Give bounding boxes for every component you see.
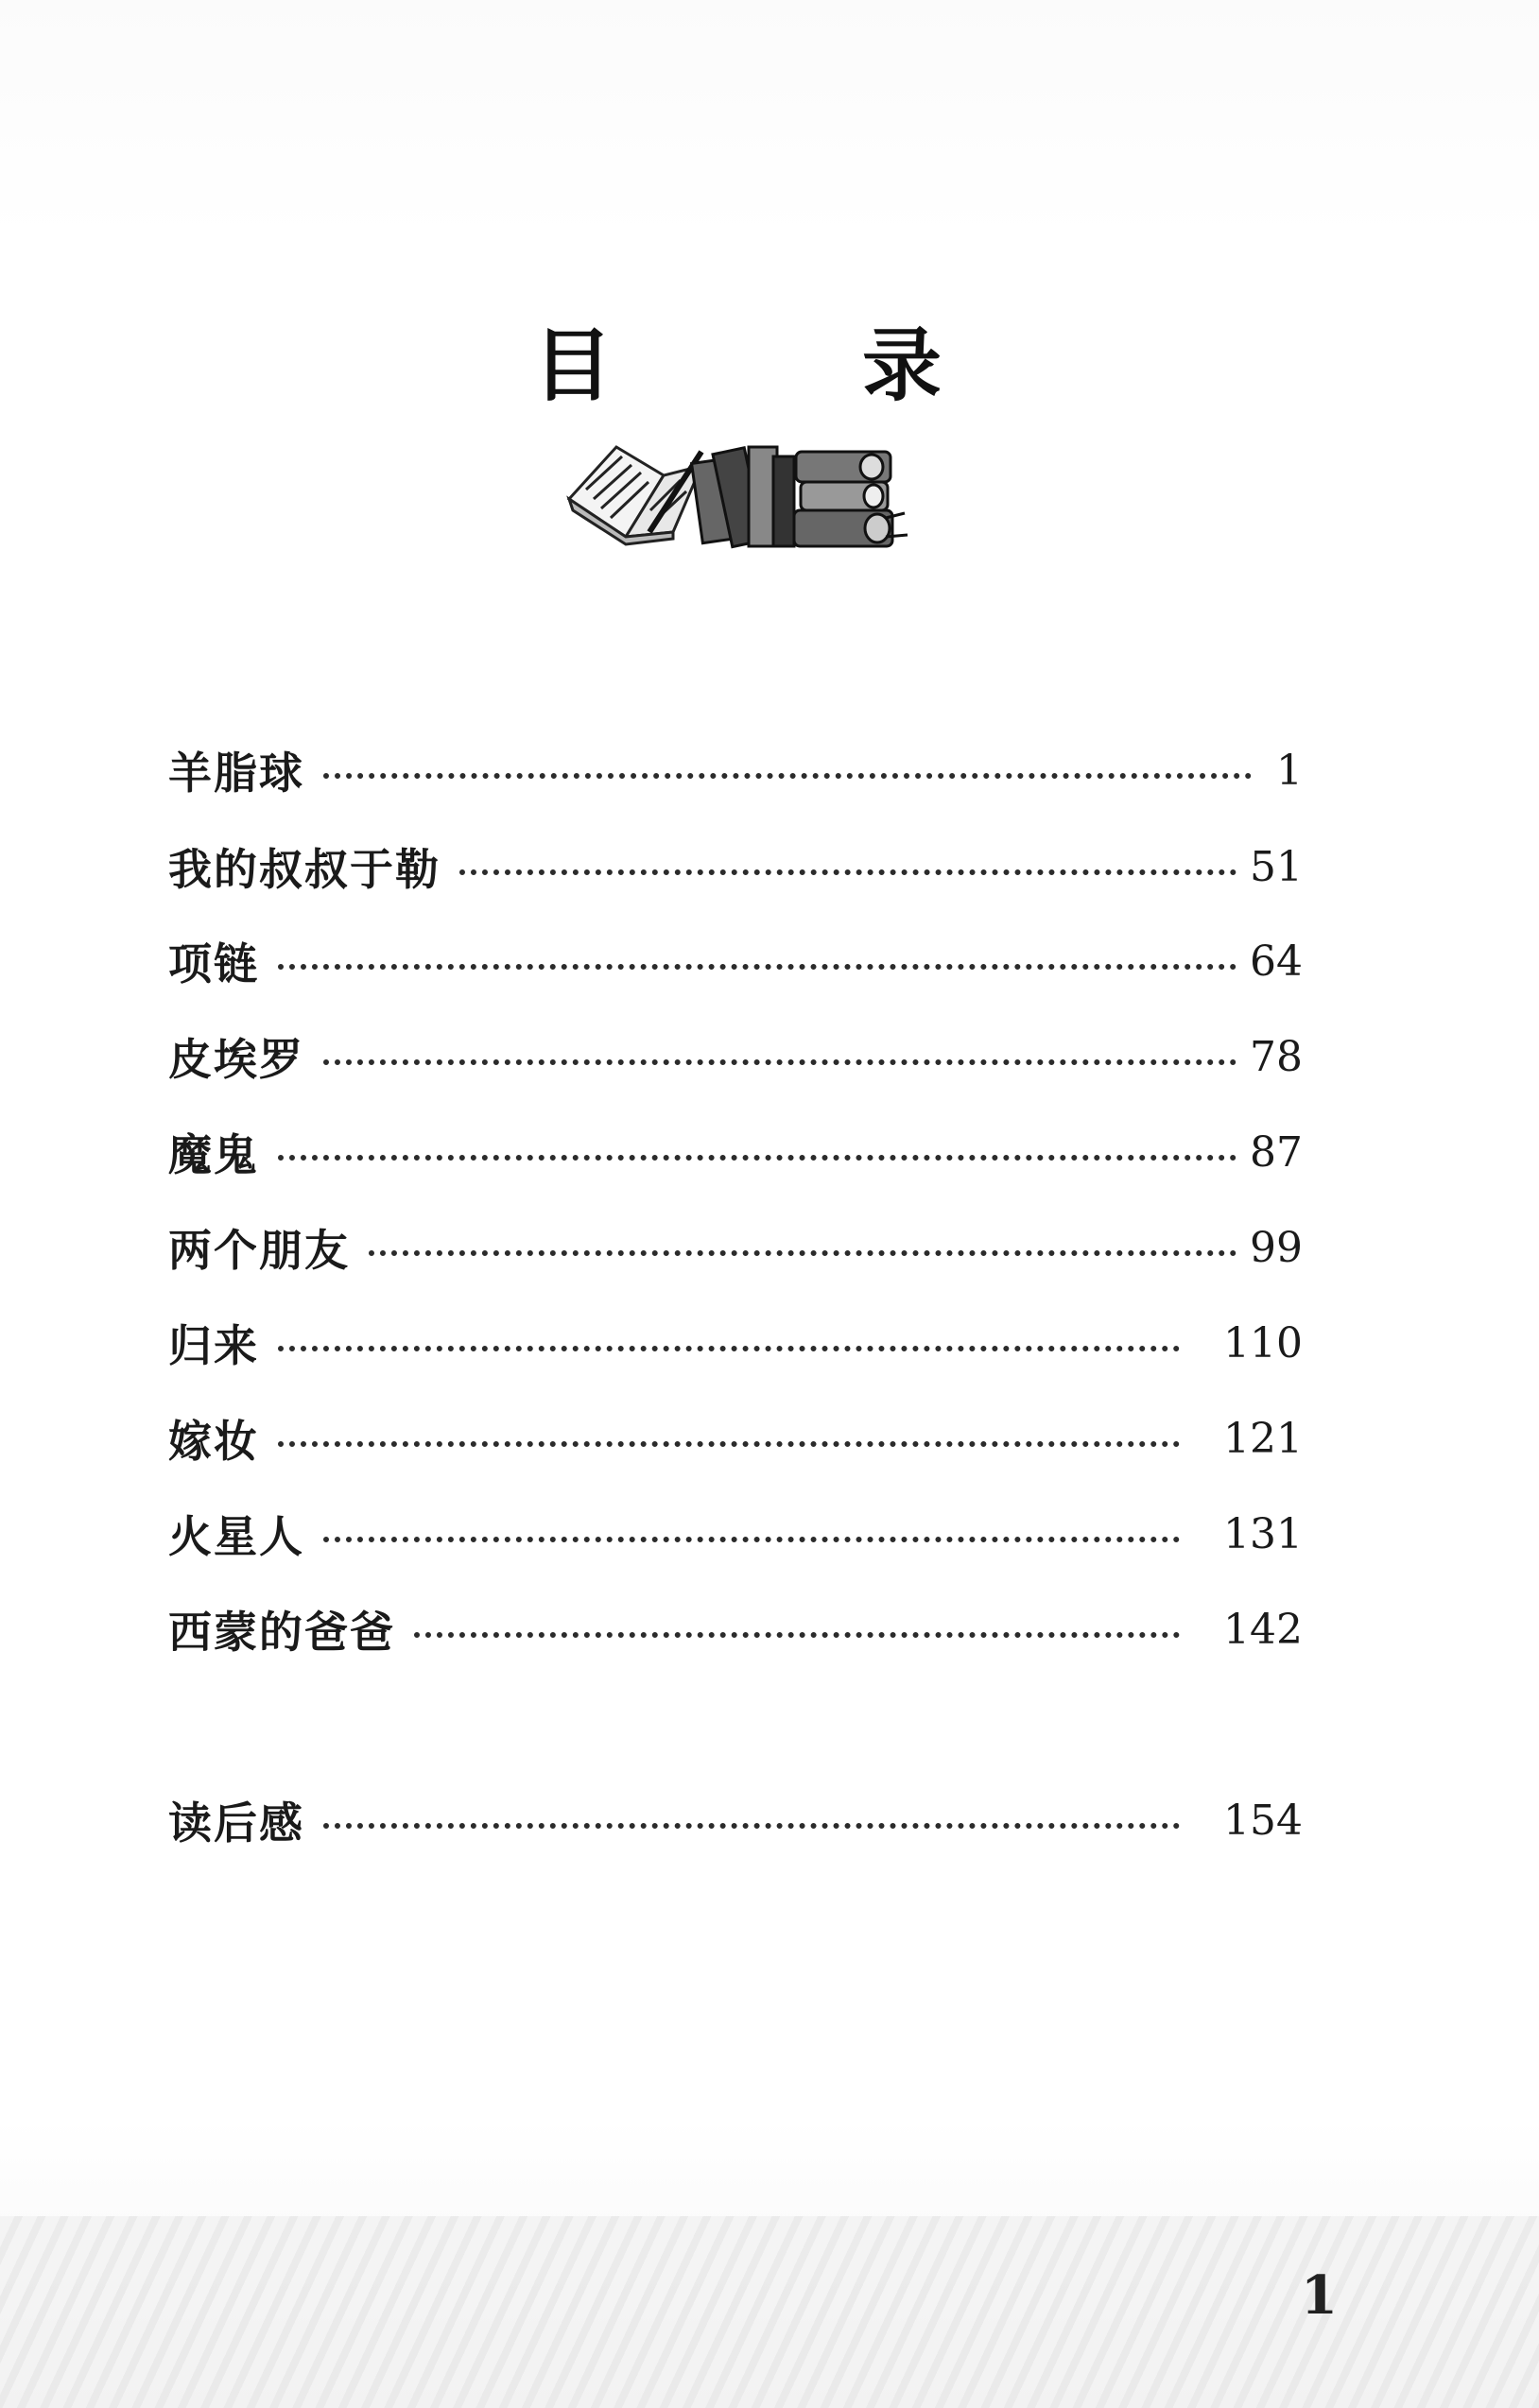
dot-leader bbox=[414, 1632, 1180, 1638]
toc-entry-title: 火星人 bbox=[168, 1511, 304, 1562]
dot-leader bbox=[278, 1155, 1236, 1161]
books-illustration-icon bbox=[560, 423, 909, 565]
toc-entry-title: 西蒙的爸爸 bbox=[168, 1607, 395, 1658]
dot-leader bbox=[278, 1441, 1180, 1447]
dot-leader bbox=[323, 1059, 1236, 1065]
toc-entry-page: 1 bbox=[1276, 746, 1303, 795]
toc-entry-page: 99 bbox=[1250, 1223, 1303, 1272]
toc-entry[interactable] bbox=[168, 834, 1303, 900]
toc-entry-title: 魔鬼 bbox=[168, 1129, 259, 1180]
dot-leader bbox=[369, 1250, 1236, 1256]
toc-entry-page: 110 bbox=[1223, 1318, 1303, 1367]
toc-entry-page: 131 bbox=[1223, 1509, 1303, 1558]
toc-entry-title: 羊脂球 bbox=[168, 748, 304, 799]
toc-entry-page: 121 bbox=[1223, 1414, 1303, 1463]
page-number: 1 bbox=[1301, 2264, 1338, 2327]
toc-entry[interactable] bbox=[168, 737, 1303, 803]
toc-entry-page: 78 bbox=[1250, 1032, 1303, 1081]
page-title: 目 录 bbox=[532, 318, 1027, 412]
toc-entry-title: 嫁妆 bbox=[168, 1416, 259, 1467]
toc-entry[interactable] bbox=[168, 1501, 1303, 1567]
toc-entry-title: 我的叔叔于勒 bbox=[168, 844, 441, 895]
dot-leader bbox=[323, 773, 1252, 779]
toc-entry-title: 皮埃罗 bbox=[168, 1034, 304, 1085]
toc-entry-page: 154 bbox=[1223, 1796, 1303, 1845]
toc-entry[interactable] bbox=[168, 1787, 1303, 1853]
dot-leader bbox=[323, 1823, 1180, 1829]
toc-entry[interactable] bbox=[168, 1119, 1303, 1185]
toc-entry-title: 两个朋友 bbox=[168, 1225, 350, 1276]
dot-leader bbox=[323, 1537, 1180, 1542]
dot-leader bbox=[278, 1346, 1180, 1351]
toc-entry-page: 87 bbox=[1250, 1127, 1303, 1177]
toc-entry-title: 读后感 bbox=[168, 1797, 304, 1849]
toc-entry[interactable] bbox=[168, 928, 1303, 994]
toc-entry[interactable] bbox=[168, 1023, 1303, 1090]
toc-entry-title: 项链 bbox=[168, 938, 259, 989]
toc-entry-page: 64 bbox=[1250, 937, 1303, 986]
toc-entry-title: 归来 bbox=[168, 1320, 259, 1371]
toc-entry-page: 142 bbox=[1223, 1605, 1303, 1654]
toc-entry[interactable] bbox=[168, 1405, 1303, 1471]
toc-entry[interactable] bbox=[168, 1310, 1303, 1376]
toc-entry[interactable] bbox=[168, 1214, 1303, 1281]
toc-entry-page: 51 bbox=[1250, 842, 1303, 891]
dot-leader bbox=[278, 964, 1236, 970]
dot-leader bbox=[459, 869, 1236, 875]
toc-entry[interactable] bbox=[168, 1596, 1303, 1662]
